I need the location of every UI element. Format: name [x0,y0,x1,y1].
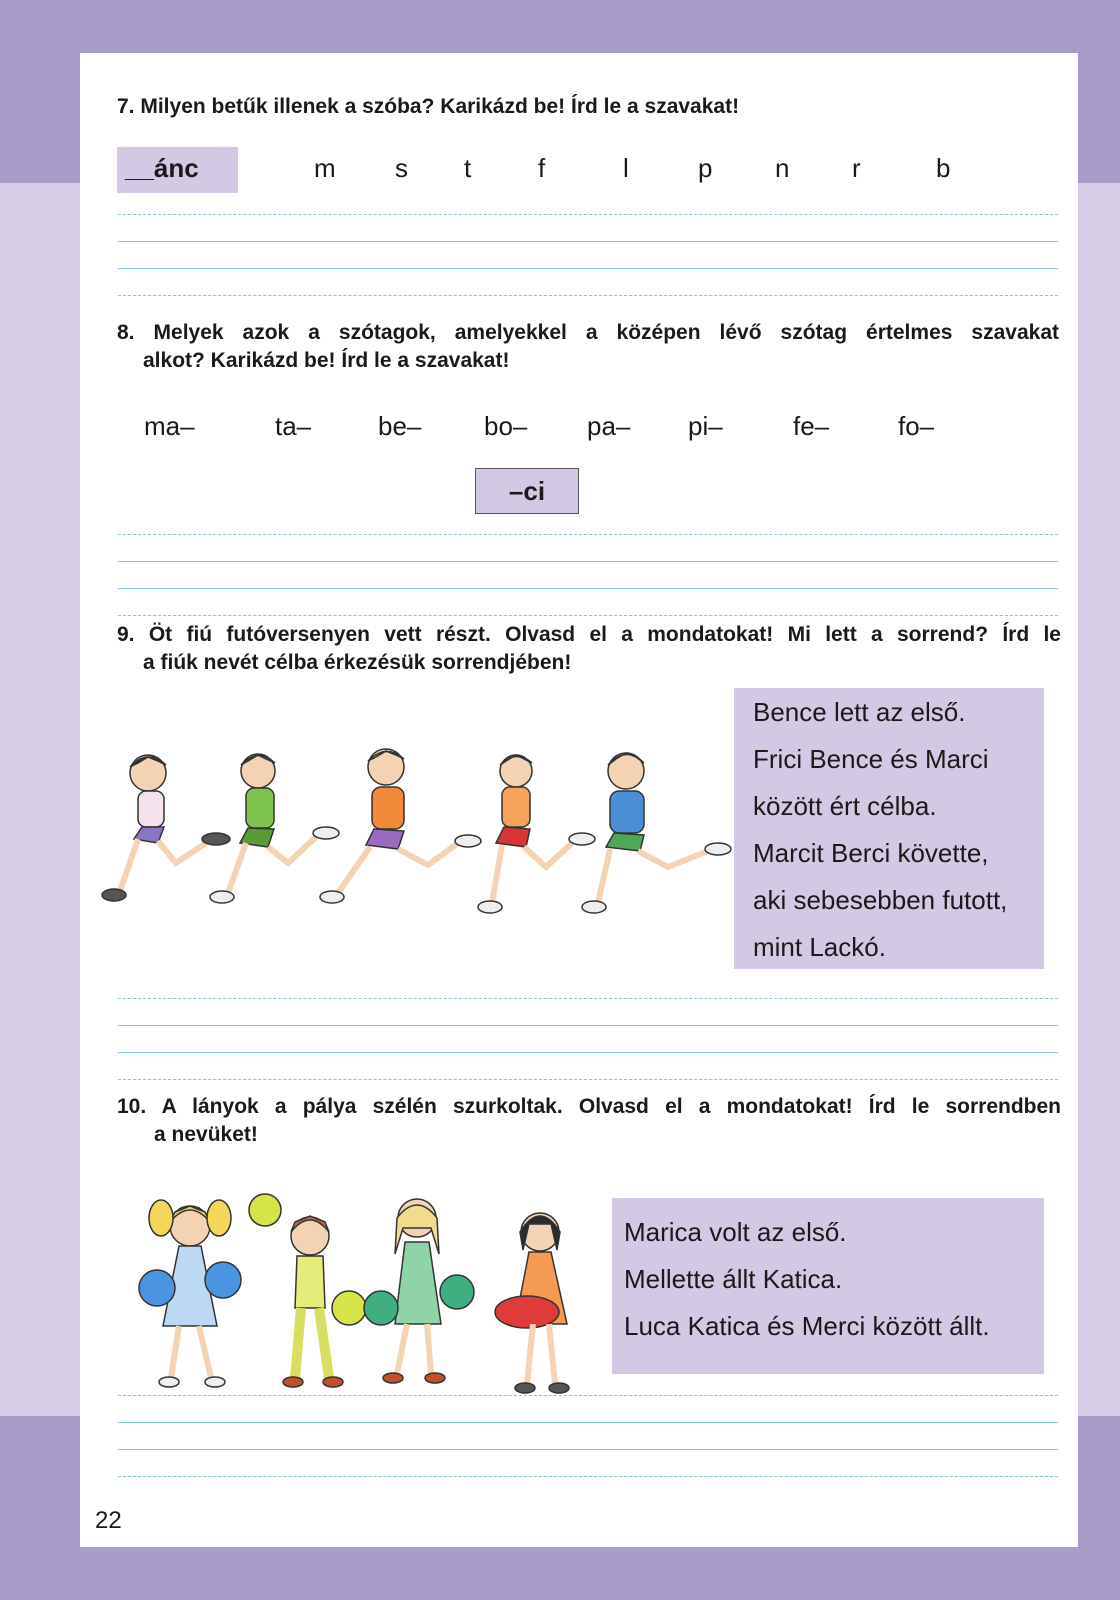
q7-number: 7. [117,95,135,118]
q10-clue-line: Luca Katica és Merci között állt. [624,1311,990,1341]
q7-word: __ánc [125,153,199,183]
q10-clue-line: Marica volt az első. [624,1217,847,1247]
runner-boy-5 [582,753,731,913]
letter-choice[interactable]: s [395,153,408,183]
cheering-girls-illustration [135,1188,595,1398]
q10-clue-line: Mellette állt Katica. [624,1264,843,1294]
q9-writing-lines[interactable] [118,998,1058,1080]
q7-letter-row [80,153,1078,193]
letter-choice[interactable]: p [698,153,713,183]
q10-instruction [117,1093,1061,1149]
syllable-choice[interactable]: ta– [275,411,312,441]
q9-number: 9. [117,623,135,646]
worksheet-page [80,53,1078,1547]
q8-center-syllable: –ci [508,476,546,506]
page-number: 22 [95,1507,122,1534]
cheer-girl-1 [139,1200,241,1387]
q9-clue-line: Marcit Berci követte, [753,838,989,868]
q9-instruction [117,621,1061,677]
q10-clue-box [612,1198,1044,1374]
runner-boy-3 [320,749,481,903]
syllable-choice[interactable]: fo– [898,411,935,441]
q9-clue-line: Bence lett az első. [753,697,966,727]
q10-number: 10. [117,1095,147,1118]
q7-writing-lines[interactable] [118,214,1058,296]
q8-text-line2: alkot? Karikázd be! Írd le a szavakat! [143,349,510,372]
runner-boy-1 [102,755,230,901]
q9-clue-line: mint Lackó. [753,932,886,962]
q8-number: 8. [117,321,135,344]
syllable-choice[interactable]: pi– [688,411,723,441]
q9-clue-line: között ért célba. [753,791,937,821]
q9-clue-box [734,688,1044,969]
letter-choice[interactable]: b [936,153,951,183]
runner-boy-4 [478,755,595,913]
syllable-choice[interactable]: fe– [793,411,830,441]
syllable-choice[interactable]: be– [378,411,422,441]
letter-choice[interactable]: l [623,153,629,183]
q9-clue-line: aki sebesebben futott, [753,885,1008,915]
q8-text-line1: Melyek azok a szótagok, amelyekkel a középen lévő szótag értelmes szavakat [153,321,1059,344]
q10-text-line2: a nevüket! [154,1123,258,1146]
q9-text-line1: Öt fiú futóversenyen vett részt. Olvasd el a mondatokat! Mi lett a sorrend? Írd le [148,623,1061,646]
q10-writing-lines[interactable] [118,1395,1058,1477]
letter-choice[interactable]: m [314,153,336,183]
q9-text-line2: a fiúk nevét célba érkezésük sorrendjében! [143,651,572,674]
letter-choice[interactable]: f [538,153,546,183]
cheer-girl-2 [249,1194,366,1387]
q7-instruction [117,93,739,121]
q8-instruction [117,319,1059,375]
letter-choice[interactable]: r [852,153,861,183]
letter-choice[interactable]: t [464,153,472,183]
syllable-choice[interactable]: ma– [144,411,195,441]
runner-boy-2 [210,754,339,903]
q9-clue-line: Frici Bence és Marci [753,744,989,774]
syllable-choice[interactable]: pa– [587,411,631,441]
running-boys-illustration [98,743,738,943]
cheer-girl-3 [364,1199,474,1383]
q7-text: Milyen betűk illenek a szóba? Karikázd be! Írd le a szavakat! [140,95,740,118]
q8-writing-lines[interactable] [118,534,1058,616]
q8-center-syllable-box [475,468,579,514]
syllable-choice[interactable]: bo– [484,411,528,441]
q10-text-line1: A lányok a pálya szélén szurkoltak. Olvasd el a mondatokat! Írd le sorrendben [161,1095,1061,1118]
cheer-girl-4 [495,1213,569,1393]
letter-choice[interactable]: n [775,153,790,183]
